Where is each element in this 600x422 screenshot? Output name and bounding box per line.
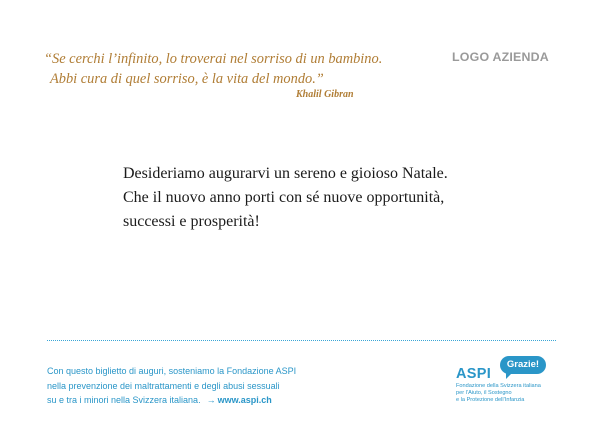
speech-bubble-icon	[500, 356, 546, 374]
aspi-logo-bubble-text: Grazie!	[506, 359, 540, 370]
arrow-right-icon: →	[206, 395, 216, 405]
greeting-line-1: Desideriamo augurarvi un sereno e gioioso Natale.	[123, 165, 448, 182]
quote-line-1: “Se cerchi l’infinito, lo troverai nel sorriso di un bambino.	[44, 51, 383, 67]
quote-author: Khalil Gibran	[296, 89, 354, 100]
website-link[interactable]: www.aspi.ch	[217, 395, 272, 405]
footer-text	[47, 364, 377, 408]
aspi-logo-name: ASPI	[456, 366, 492, 382]
aspi-logo	[452, 356, 562, 412]
footer-line-2: nella prevenzione dei maltrattamenti e degli abusi sessuali	[47, 380, 280, 391]
greeting-line-2: Che il nuovo anno porti con sé nuove opportunità,	[123, 189, 445, 206]
footer-line-3: su e tra i minori nella Svizzera italiana.	[47, 395, 201, 405]
greeting-message	[123, 162, 503, 234]
quote	[44, 49, 414, 89]
quote-line-2: Abbi cura di quel sorriso, è la vita del mondo.”	[50, 71, 324, 87]
footer-line-1: Con questo biglietto di auguri, sosteniamo la Fondazione ASPI	[47, 366, 297, 376]
greeting-line-3: successi e prosperità!	[123, 213, 260, 230]
aspi-desc-line-1: Fondazione della Svizzera italiana	[456, 383, 541, 389]
aspi-logo-description	[456, 383, 541, 405]
dotted-divider	[47, 340, 556, 341]
company-logo-placeholder: LOGO AZIENDA	[452, 50, 549, 64]
aspi-desc-line-3: e la Protezione dell’Infanzia	[456, 397, 525, 404]
aspi-desc-line-2: per l’Aiuto, il Sostegno	[456, 390, 512, 397]
